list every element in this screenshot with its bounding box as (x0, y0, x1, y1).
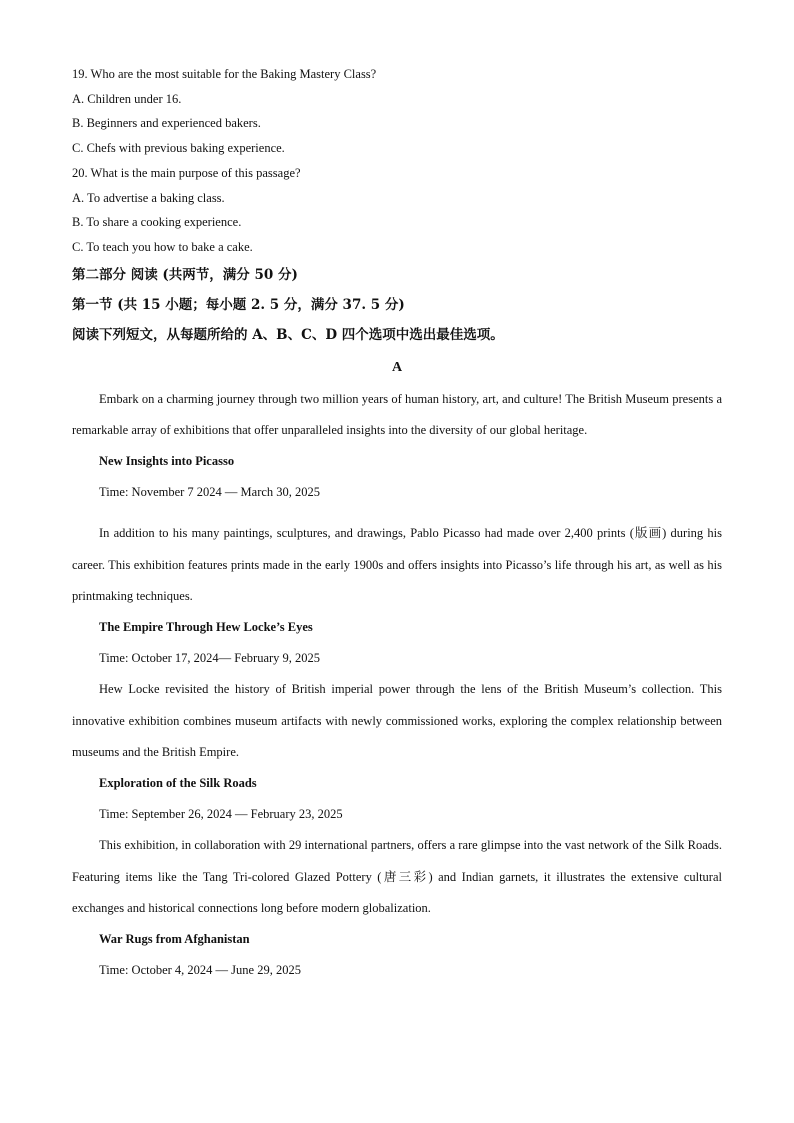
passage-label: A (391, 359, 403, 375)
option-a: A. Children under 16. (72, 91, 182, 106)
intro-paragraph: Embark on a charming journey through two million years of human history, art, and culture! The British Museum presents a remarkable array of exhibitions that offer unparalleled insights into the diversity of our global heritage. (72, 391, 722, 437)
option-a: A. To advertise a baking class. (72, 190, 225, 205)
subsection-heading: 第一节 (共 15 小题；每小题 2. 5 分，满分 37. 5 分) (72, 296, 405, 313)
exhibition-time: Time: September 26, 2024 — February 23, 2025 (99, 807, 343, 822)
question-19 (72, 62, 722, 161)
option-b: B. To share a cooking experience. (72, 215, 242, 230)
exhibition-time: Time: November 7 2024 — March 30, 2025 (99, 485, 321, 500)
exhibition-description: Hew Locke revisited the history of British imperial power through the lens of the British Museum’s collection. This innovative exhibition combines museum artifacts with newly commissioned works, exploring the complex relationship between museums and the British Empire. (72, 682, 722, 759)
option-c: C. To teach you how to bake a cake. (72, 239, 253, 254)
instruction: 阅读下列短文，从每题所给的 A、B、C、D 四个选项中选出最佳选项。 (72, 326, 504, 343)
exhibition-time: Time: October 17, 2024— February 9, 2025 (99, 651, 321, 666)
section-heading: 第二部分 阅读 (共两节，满分 50 分) (72, 266, 298, 283)
exhibition-3 (72, 768, 722, 924)
question-stem: 19. Who are the most suitable for the Baking Mastery Class? (72, 67, 377, 81)
exhibition-title: New Insights into Picasso (99, 454, 235, 469)
exhibition-2 (72, 612, 722, 768)
exhibition-1 (72, 446, 722, 612)
option-b: B. Beginners and experienced bakers. (72, 116, 261, 131)
option-c: C. Chefs with previous baking experience. (72, 141, 285, 156)
exhibition-description: In addition to his many paintings, sculptures, and drawings, Pablo Picasso had made over 2,400 prints (版画) during his career. This exhibition features prints made in the early 1900s and offers insights into Picasso’s life through his art, as well as his printmaking techniques. (72, 526, 722, 603)
question-stem: 20. What is the main purpose of this passage? (72, 165, 301, 180)
exhibition-title: War Rugs from Afghanistan (99, 932, 250, 947)
exhibition-title: The Empire Through Hew Locke’s Eyes (99, 620, 313, 635)
exhibition-title: Exploration of the Silk Roads (99, 776, 257, 791)
exhibition-time: Time: October 4, 2024 — June 29, 2025 (99, 963, 301, 978)
exhibition-description: This exhibition, in collaboration with 29 international partners, offers a rare glimpse into the vast network of the Silk Roads. Featuring items like the Tang Tri-colored Glazed Pottery (唐三彩) and Indian garnets, it illustrates the extensive cultural exchanges and historical connections long before modern globalization. (72, 838, 722, 915)
document-page (72, 62, 722, 986)
question-20 (72, 161, 722, 260)
exhibition-4 (72, 924, 722, 986)
